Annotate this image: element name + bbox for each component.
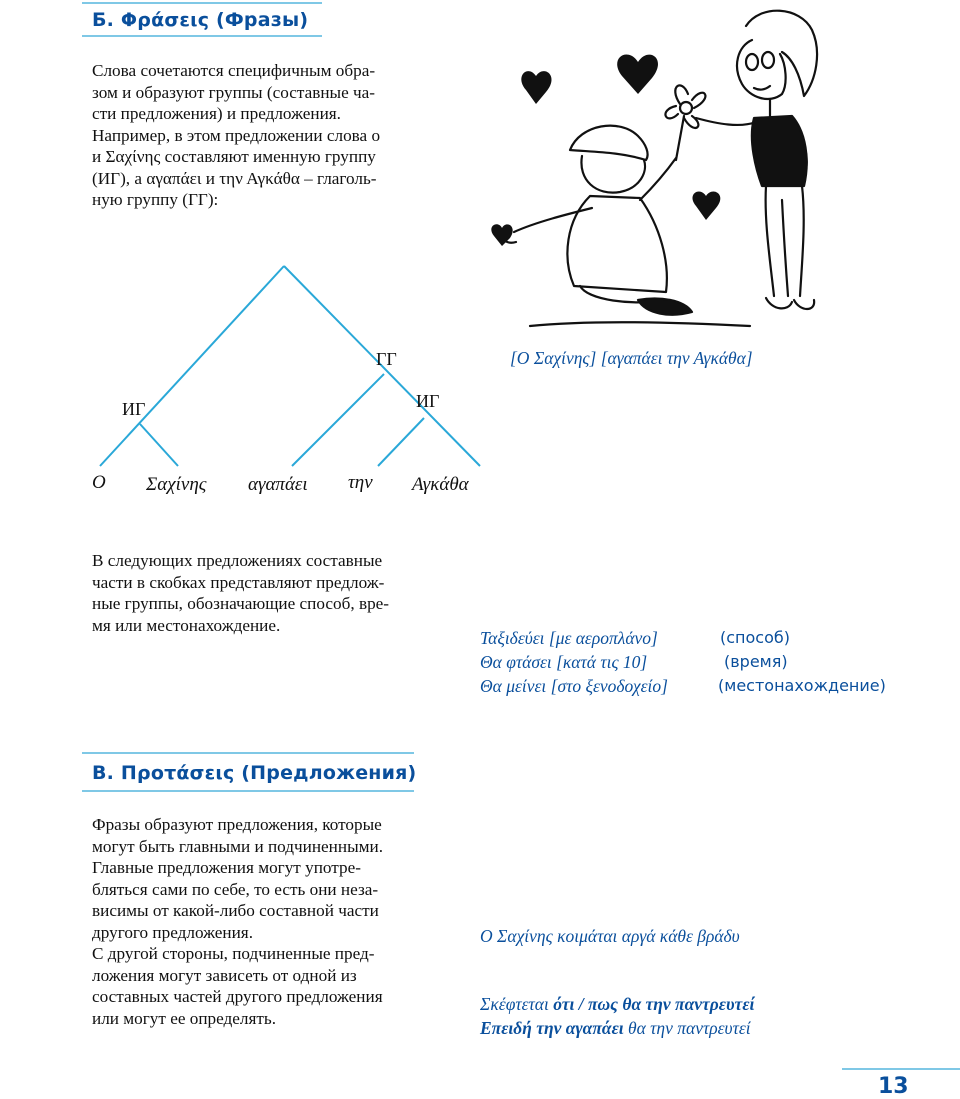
- paragraph-line: С другой стороны, подчиненные пред-: [92, 944, 375, 963]
- phrase-example-gloss: (способ): [720, 628, 790, 647]
- phrase-example: [480, 652, 920, 676]
- paragraph-line: и Σαχίνης составляют именную группу: [92, 147, 376, 166]
- tree-word: Σαχίνης: [146, 474, 207, 495]
- paragraph-line: В следующих предложениях составные: [92, 551, 383, 570]
- tree-node-vp: ГГ: [376, 349, 397, 369]
- phrase-example-greek: Θα φτάσει [κατά τις 10]: [480, 652, 648, 672]
- paragraph-line: сти предложения) и предложения.: [92, 104, 341, 123]
- paragraph-line: зом и образуют группы (составные ча-: [92, 82, 376, 102]
- sentence-example-sub2-a: Επειδή την αγαπάει: [480, 1018, 624, 1038]
- paragraph-line: или могут ее определять.: [92, 1008, 277, 1028]
- paragraph-line: могут быть главными и подчиненными.: [92, 836, 383, 856]
- sentence-example-sub1-b: ότι / πως θα την παντρευτεί: [553, 994, 755, 1014]
- paragraph-line: ложения могут зависеть от одной из: [92, 965, 357, 985]
- paragraph-line: составных частей другого предложения: [92, 987, 383, 1006]
- sentence-example-main: Ο Σαχίνης κοιμάται αργά κάθε βράδυ: [480, 926, 740, 946]
- sentence-example-sub1: [480, 994, 754, 1015]
- paragraph-line: Например, в этом предложении слова ο: [92, 125, 381, 145]
- paragraph-line: ные группы, обозначающие способ, вре-: [92, 594, 390, 613]
- paragraph-line: части в скобках представляют предлож-: [92, 572, 385, 592]
- paragraph-line: ную группу (ГГ):: [92, 190, 219, 209]
- tree-word: την: [348, 472, 373, 493]
- paragraph-line: другого предложения.: [92, 922, 253, 942]
- phrase-example-gloss: (местонахождение): [718, 676, 886, 695]
- phrase-example: [480, 628, 920, 652]
- tree-node-np-left: ИГ: [122, 399, 146, 419]
- section-v-top-rule: [82, 752, 414, 754]
- paragraph-line: Фразы образуют предложения, которые: [92, 815, 382, 834]
- phrase-examples: [480, 628, 920, 700]
- page-number-rule: [842, 1068, 960, 1070]
- paragraph-line: Главные предложения могут употре-: [92, 858, 361, 877]
- tree-word: αγαπάει: [248, 474, 308, 495]
- tree-branch: [378, 418, 424, 466]
- tree-branch: [140, 424, 178, 466]
- paragraph-line: висимы от какой-либо составной части: [92, 901, 379, 920]
- paragraph-line: бляться сами по себе, то есть они неза-: [92, 879, 379, 899]
- tree-branch: [100, 266, 284, 466]
- tree-word: Αγκάθα: [412, 474, 469, 495]
- section-v-heading: В. Προτάσεις (Предложения): [92, 762, 417, 784]
- tree-node-np-right: ИГ: [416, 391, 440, 411]
- sentence-example-sub2: [480, 1018, 751, 1039]
- page-number: 13: [878, 1074, 909, 1099]
- phrase-example: [480, 676, 920, 700]
- syntax-tree: [0, 0, 960, 520]
- sentence-example-sub2-b: θα την παντρευτεί: [623, 1018, 751, 1038]
- phrase-example-gloss: (время): [724, 652, 788, 671]
- tree-word: Ο: [92, 472, 106, 493]
- paragraph-line: Слова сочетаются специфичным обра-: [92, 61, 376, 80]
- phrase-example-greek: Θα μείνει [στο ξενοδοχείο]: [480, 676, 668, 696]
- paragraph-line: мя или местонахождение.: [92, 615, 281, 635]
- section-v-heading-underline: [82, 790, 414, 792]
- phrases-intro: [92, 550, 454, 636]
- sentence-example-sub1-a: Σκέφτεται: [480, 994, 554, 1014]
- tree-branch: [292, 374, 384, 466]
- paragraph-line: (ИГ), а αγαπάει и την Αγκάθα – глаголь-: [92, 168, 377, 188]
- section-v-paragraph: [92, 814, 454, 1029]
- section-b-heading: Б. Φράσεις (Фразы): [92, 9, 309, 31]
- phrase-example-greek: Ταξιδεύει [με αεροπλάνο]: [480, 628, 658, 648]
- illustration-caption: [Ο Σαχίνης] [αγαπάει την Αγκάθα]: [510, 348, 753, 368]
